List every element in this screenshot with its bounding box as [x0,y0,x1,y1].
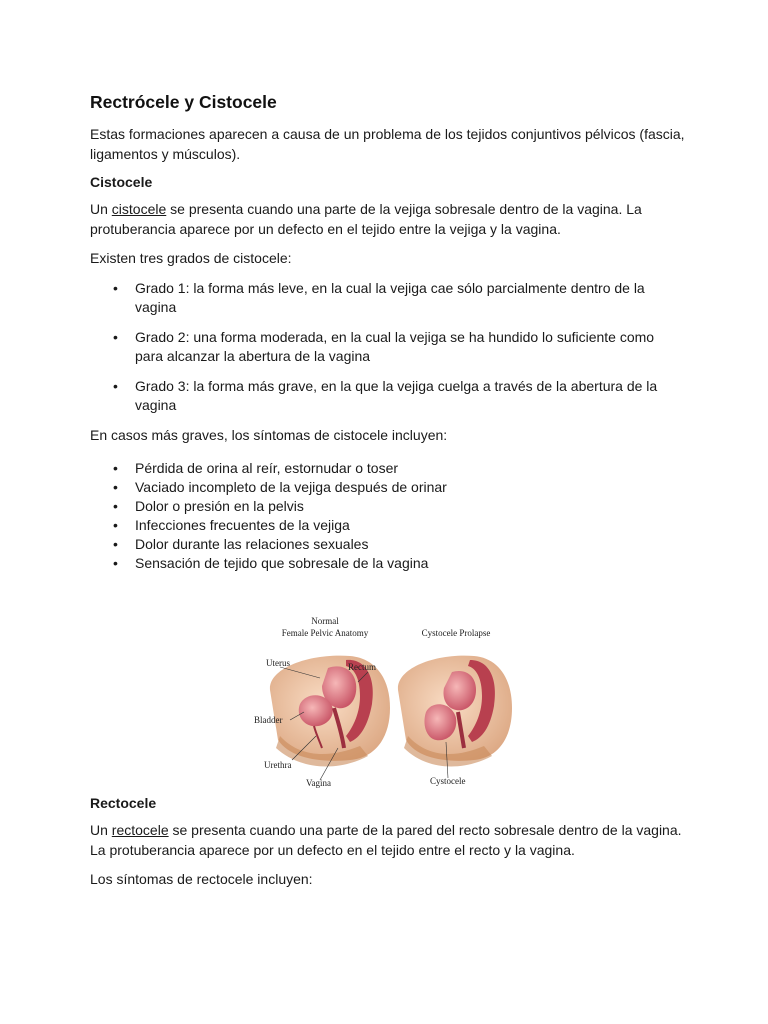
cystocele-anatomy-illustration [398,656,512,778]
bullet-icon: • [113,460,118,476]
intro-paragraph: Estas formaciones aparecen a causa de un problema de los tejidos conjuntivos pélvicos (fascia, ligamentos y músculos). [90,126,685,162]
rectum-label: Rectum [348,662,376,672]
rectocele-definition-text: se presenta cuando una parte de la pared del recto sobresale dentro de la vagina. La protuberancia aparece por un defecto en el tejido entre el recto y la vagina. [90,822,682,858]
symptom-text: Dolor o presión en la pelvis [135,498,304,514]
grade-text: Grado 3: la forma más grave, en la que la vejiga cuelga a través de la abertura de la vagina [135,377,658,413]
list-item [113,377,690,416]
bullet-icon: • [113,479,118,495]
list-item [113,279,690,318]
rectocele-definition [90,821,690,860]
symptom-text: Dolor durante las relaciones sexuales [135,536,369,552]
cistocele-heading: Cistocele [90,174,153,190]
list-item [113,535,690,554]
cystocele-label: Cystocele [430,776,466,786]
list-item [113,459,690,478]
rectocele-link[interactable]: rectocele [111,822,169,838]
urethra-label: Urethra [264,760,292,770]
bullet-icon: • [113,536,118,552]
symptom-text: Pérdida de orina al reír, estornudar o toser [135,460,399,476]
pelvic-anatomy-figure [250,608,520,796]
symptom-text: Infecciones frecuentes de la vejiga [135,517,350,533]
cistocele-definition-text: se presenta cuando una parte de la vejiga sobresale dentro de la vagina. La protuberancia aparece por un defecto en el tejido entre la vejiga y la vagina. [90,201,642,237]
grade-text: Grado 2: una forma moderada, en la cual la vejiga se ha hundido lo suficiente como para alcanzar la abertura de la vagina [135,328,655,364]
normal-title-line-2: Female Pelvic Anatomy [281,628,369,638]
rectocele-definition-prefix: Un [90,822,112,838]
list-item [113,516,690,535]
grades-intro: Existen tres grados de cistocele: [90,250,292,266]
grade-text: Grado 1: la forma más leve, en la cual la vejiga cae sólo parcialmente dentro de la vagina [135,279,645,315]
cistocele-definition [90,200,690,239]
symptoms-intro: En casos más graves, los síntomas de cistocele incluyen: [90,426,448,443]
uterus-label: Uterus [266,658,290,668]
normal-title-line-1: Normal [311,616,339,626]
bullet-icon: • [113,498,118,514]
bullet-icon: • [113,328,118,345]
bullet-icon: • [113,555,118,571]
page-title: Rectrócele y Cistocele [90,92,277,112]
grades-list [90,279,690,416]
bladder-label: Bladder [254,715,283,725]
cistocele-link[interactable]: cistocele [111,201,167,217]
list-item [113,478,690,497]
prolapse-title: Cystocele Prolapse [421,628,491,638]
list-item [113,328,690,367]
cistocele-definition-prefix: Un [90,201,112,217]
rectocele-heading: Rectocele [90,795,157,811]
symptom-text: Vaciado incompleto de la vejiga después de orinar [135,479,447,495]
symptoms-list [90,459,690,573]
vagina-label: Vagina [306,778,331,788]
bullet-icon: • [113,377,118,394]
list-item [113,554,690,573]
list-item [113,497,690,516]
bullet-icon: • [113,517,118,533]
symptom-text: Sensación de tejido que sobresale de la vagina [135,555,429,571]
rectocele-symptoms-intro: Los síntomas de rectocele incluyen: [90,871,313,887]
bullet-icon: • [113,279,118,296]
